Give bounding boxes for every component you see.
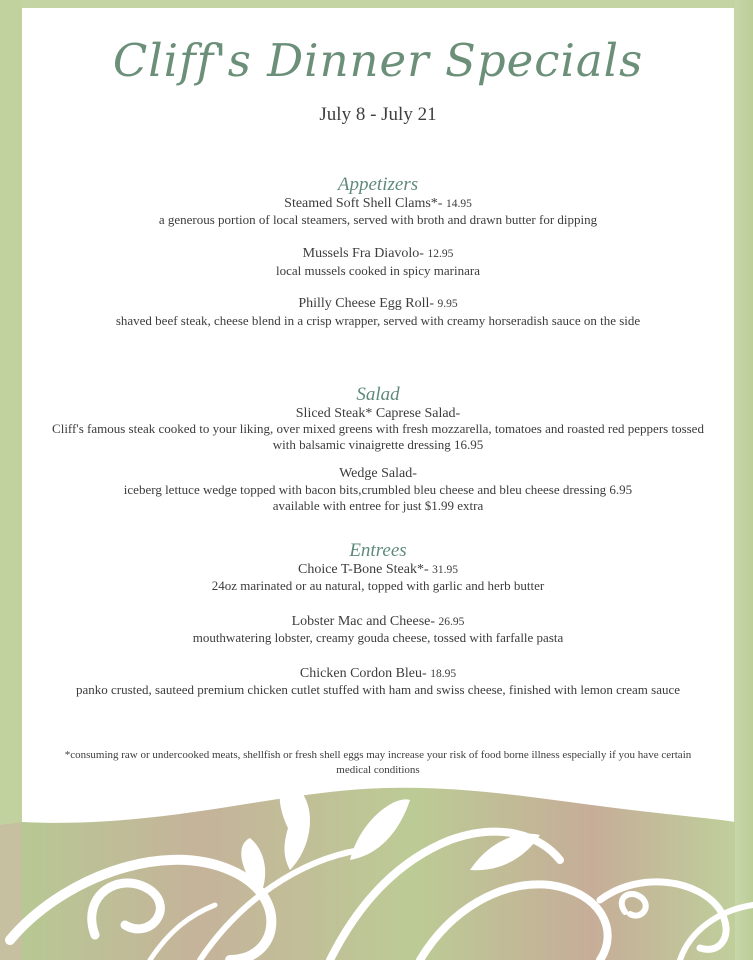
menu-item-note: available with entree for just $1.99 extra [272, 498, 484, 513]
menu-dates: July 8 - July 21 [319, 104, 437, 125]
food-safety-footnote: *consuming raw or undercooked meats, shellfish or fresh shell eggs may increase your risk of food borne illness especially if you have certain medical conditions [64, 749, 692, 776]
right-border [735, 0, 753, 960]
menu-item-description: iceberg lettuce wedge topped with bacon bits,crumbled bleu cheese and bleu cheese dressing 6.95 [123, 482, 633, 497]
item-title: Wedge Salad- [339, 466, 417, 481]
menu-item-description: shaved beef steak, cheese blend in a crisp wrapper, served with creamy horseradish sauce on the side [115, 313, 641, 328]
item-title: Chicken Cordon Bleu- [299, 666, 427, 681]
menu-item-description: panko crusted, sauteed premium chicken cutlet stuffed with ham and swiss cheese, finished with lemon cream sauce [75, 682, 681, 697]
item-price: 14.95 [445, 198, 472, 210]
menu-item-name [22, 466, 734, 482]
menu-item-name [22, 614, 734, 630]
item-title: Choice T-Bone Steak*- [297, 562, 429, 577]
menu-item-description: Cliff's famous steak cooked to your liking, over mixed greens with fresh mozzarella, tomatoes and roasted red peppers tossed with balsamic vinaigrette dressing 16.95 [52, 421, 704, 452]
menu-item-name [22, 562, 734, 578]
menu-item-description: a generous portion of local steamers, served with broth and drawn butter for dipping [158, 212, 598, 227]
section-heading-appetizers: Appetizers [337, 174, 419, 195]
menu-item-description: mouthwatering lobster, creamy gouda cheese, tossed with farfalle pasta [192, 630, 564, 645]
item-price: 12.95 [427, 248, 454, 260]
item-price: 31.95 [432, 564, 459, 576]
item-title: Philly Cheese Egg Roll- [298, 296, 435, 311]
menu-item-name [22, 246, 734, 262]
item-title: Steamed Soft Shell Clams*- [284, 196, 443, 211]
menu-item-description: 24oz marinated or au natural, topped with garlic and herb butter [211, 578, 545, 593]
item-title: Sliced Steak* Caprese Salad- [295, 406, 461, 421]
menu-item-name [22, 406, 734, 422]
left-border [0, 0, 22, 960]
item-title: Mussels Fra Diavolo- [302, 246, 424, 261]
item-title: Lobster Mac and Cheese- [291, 614, 436, 629]
menu-item-name [22, 666, 734, 682]
menu-item-name [22, 196, 734, 212]
item-price: 9.95 [437, 298, 458, 310]
menu-item-name [22, 296, 734, 312]
menu-item-description: local mussels cooked in spicy marinara [276, 263, 480, 278]
item-price: 18.95 [430, 668, 457, 680]
menu-title: Cliff's Dinner Specials [112, 34, 644, 87]
item-price: 26.95 [438, 616, 465, 628]
section-heading-salad: Salad [356, 384, 400, 405]
section-heading-entrees: Entrees [349, 540, 407, 561]
